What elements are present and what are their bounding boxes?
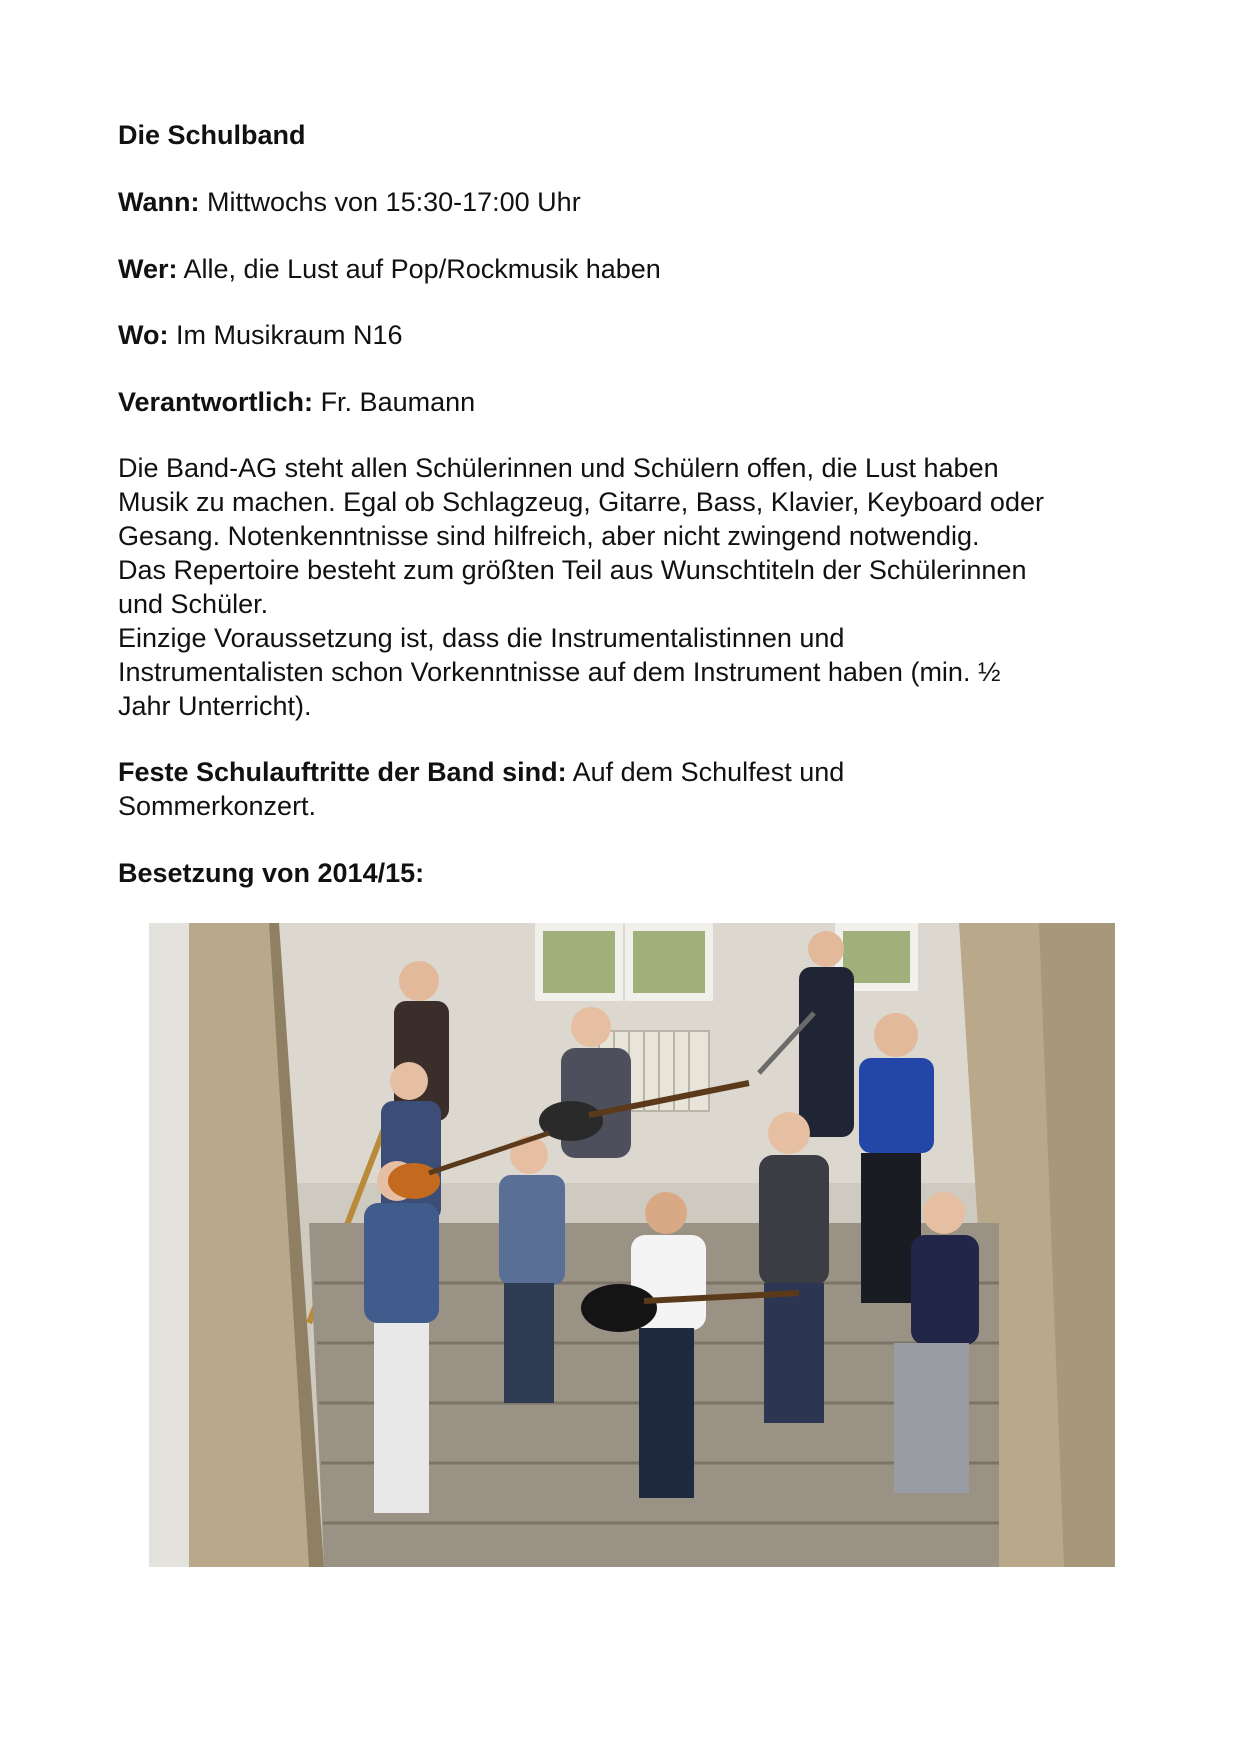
description-line: Einzige Voraussetzung ist, dass die Instrumentalistinnen und [118, 623, 845, 653]
info-responsible-value: Fr. Baumann [320, 387, 476, 417]
page-title: Die Schulband [118, 120, 306, 150]
info-where-label: Wo: [118, 320, 169, 350]
info-when [118, 185, 581, 219]
description-line: Instrumentalisten schon Vorkenntnisse auf dem Instrument haben (min. ½ [118, 657, 1001, 687]
description-line: und Schüler. [118, 589, 269, 619]
info-where-value: Im Musikraum N16 [176, 320, 403, 350]
info-responsible [118, 385, 475, 419]
info-who-value: Alle, die Lust auf Pop/Rockmusik haben [183, 254, 661, 284]
description-line: Musik zu machen. Egal ob Schlagzeug, Gitarre, Bass, Klavier, Keyboard oder [118, 487, 1044, 517]
performances-label: Feste Schulauftritte der Band sind: [118, 757, 567, 787]
description-paragraph [118, 451, 1138, 723]
band-photo [149, 923, 1115, 1567]
performances-continued: Sommerkonzert. [118, 791, 317, 821]
info-who [118, 252, 661, 286]
lineup-heading: Besetzung von 2014/15: [118, 858, 425, 888]
performances-value: Auf dem Schulfest und [572, 757, 845, 787]
description-line: Das Repertoire besteht zum größten Teil aus Wunschtiteln der Schülerinnen [118, 555, 1027, 585]
performances [118, 755, 844, 789]
info-when-value: Mittwochs von 15:30-17:00 Uhr [207, 187, 581, 217]
info-when-label: Wann: [118, 187, 200, 217]
description-line: Gesang. Notenkenntnisse sind hilfreich, aber nicht zwingend notwendig. [118, 521, 980, 551]
info-where [118, 318, 403, 352]
description-line: Die Band-AG steht allen Schülerinnen und Schülern offen, die Lust haben [118, 453, 999, 483]
info-who-label: Wer: [118, 254, 178, 284]
info-responsible-label: Verantwortlich: [118, 387, 314, 417]
description-line: Jahr Unterricht). [118, 691, 312, 721]
